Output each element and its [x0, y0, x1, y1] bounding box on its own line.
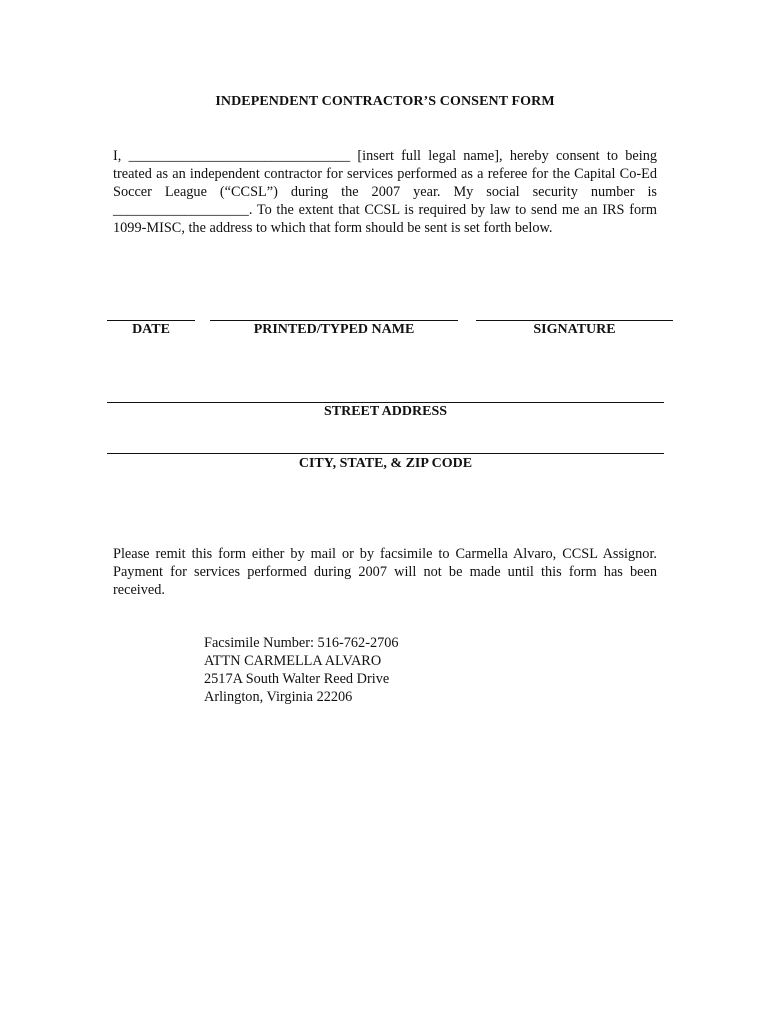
- date-label: DATE: [132, 322, 170, 337]
- mailing-city-line: Arlington, Virginia 22206: [204, 689, 353, 705]
- city-state-zip-label: CITY, STATE, & ZIP CODE: [298, 456, 473, 471]
- date-line: [107, 320, 195, 321]
- city-state-zip-line: [107, 453, 664, 454]
- signature-label: SIGNATURE: [533, 322, 616, 337]
- attn-line: ATTN CARMELLA ALVARO: [204, 653, 382, 669]
- street-address-label: STREET ADDRESS: [323, 404, 448, 419]
- printed-name-label: PRINTED/TYPED NAME: [253, 322, 415, 337]
- signature-line: [476, 320, 673, 321]
- form-title: INDEPENDENT CONTRACTOR’S CONSENT FORM: [215, 94, 555, 109]
- consent-paragraph: I, _______________________________ [insert full legal name], hereby consent to being treated as an independent contractor for services performed as a referee for the Capital Co-Ed Soccer League (“CCSL”) during the 2007 year. My social security number is ___________________. To the extent that CCSL is required by law to send me an IRS form 1099-MISC, the address to which that form should be sent is set forth below.: [113, 148, 657, 236]
- mailing-address-block: [204, 634, 399, 706]
- fax-number-line: Facsimile Number: 516-762-2706: [204, 635, 399, 651]
- street-address-line: [107, 402, 664, 403]
- remit-paragraph: Please remit this form either by mail or by facsimile to Carmella Alvaro, CCSL Assignor. Payment for services performed during 2007 will not be made until this form has been received.: [113, 546, 657, 598]
- mailing-street-line: 2517A South Walter Reed Drive: [204, 671, 390, 687]
- printed-name-line: [210, 320, 458, 321]
